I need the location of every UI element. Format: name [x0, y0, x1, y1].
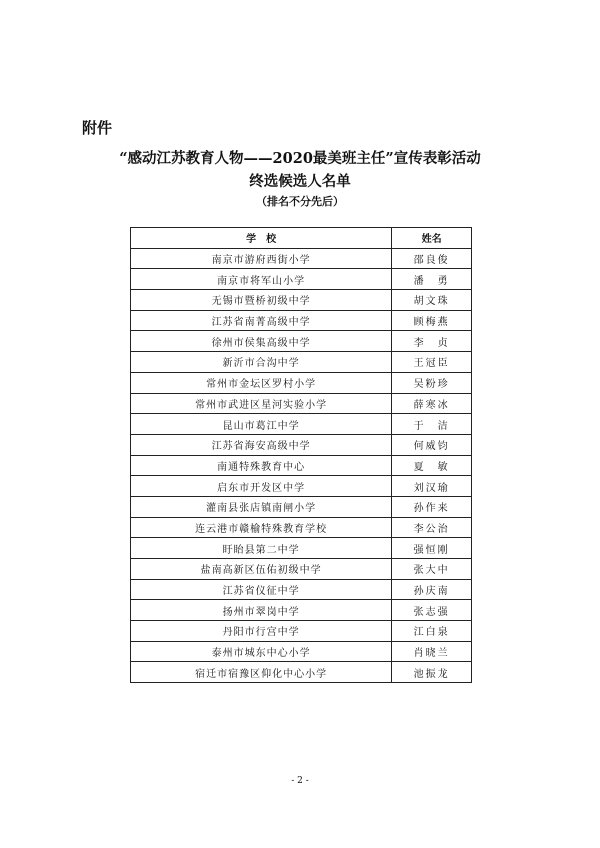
table-row: [131, 455, 472, 476]
name-cell: 何威钧: [392, 434, 472, 455]
attachment-label: 附件: [82, 119, 113, 137]
document-title-line-2: 终选候选人名单: [249, 173, 351, 190]
table-row: [131, 352, 472, 373]
table-row: [131, 559, 472, 580]
name-cell: 孙庆南: [392, 579, 472, 600]
school-cell: 徐州市侯集高级中学: [131, 331, 392, 352]
name-cell: 李公治: [392, 517, 472, 538]
name-cell: 张大中: [392, 559, 472, 580]
name-cell: 胡文珠: [392, 290, 472, 311]
name-cell: 池振龙: [392, 662, 472, 683]
table-row: [131, 538, 472, 559]
name-cell: 肖晓兰: [392, 641, 472, 662]
name-cell: 于 洁: [392, 414, 472, 435]
table-row: [131, 331, 472, 352]
table-row: [131, 269, 472, 290]
school-cell: 昆山市葛江中学: [131, 414, 392, 435]
name-cell: 李 贞: [392, 331, 472, 352]
page-number: - 2 -: [291, 776, 309, 786]
table-row: [131, 476, 472, 497]
table-row: [131, 517, 472, 538]
school-cell: 扬州市翠岗中学: [131, 600, 392, 621]
name-cell: 刘汉瑜: [392, 476, 472, 497]
table-row: [131, 434, 472, 455]
school-cell: 江苏省仪征中学: [131, 579, 392, 600]
table-row: [131, 248, 472, 269]
table-row: [131, 641, 472, 662]
name-cell: 邵良俊: [392, 248, 472, 269]
table-row: [131, 579, 472, 600]
school-cell: 新沂市合沟中学: [131, 352, 392, 373]
ranking-note: （排名不分先后）: [256, 195, 344, 208]
table-header-row: [131, 228, 472, 249]
table-row: [131, 496, 472, 517]
name-cell: 强恒刚: [392, 538, 472, 559]
school-cell: 盱眙县第二中学: [131, 538, 392, 559]
school-cell: 南京市将军山小学: [131, 269, 392, 290]
name-cell: 孙作来: [392, 496, 472, 517]
table-row: [131, 310, 472, 331]
school-cell: 南通特殊教育中心: [131, 455, 392, 476]
table-row: [131, 393, 472, 414]
school-cell: 丹阳市行宫中学: [131, 621, 392, 642]
name-cell: 张志强: [392, 600, 472, 621]
candidate-table: [130, 227, 472, 683]
school-cell: 江苏省海安高级中学: [131, 434, 392, 455]
table-row: [131, 414, 472, 435]
school-cell: 泰州市城东中心小学: [131, 641, 392, 662]
school-cell: 盐南高新区伍佑初级中学: [131, 559, 392, 580]
name-cell: 潘 勇: [392, 269, 472, 290]
school-cell: 连云港市赣榆特殊教育学校: [131, 517, 392, 538]
name-cell: 顾梅燕: [392, 310, 472, 331]
name-cell: 吴粉珍: [392, 372, 472, 393]
table-row: [131, 621, 472, 642]
column-header-name: 姓名: [392, 228, 472, 249]
name-cell: 王冠臣: [392, 352, 472, 373]
school-cell: 南京市游府西街小学: [131, 248, 392, 269]
table-row: [131, 662, 472, 683]
table-row: [131, 372, 472, 393]
name-cell: 夏 敏: [392, 455, 472, 476]
school-cell: 宿迁市宿豫区仰化中心小学: [131, 662, 392, 683]
school-cell: 江苏省南菁高级中学: [131, 310, 392, 331]
school-cell: 启东市开发区中学: [131, 476, 392, 497]
name-cell: 江白泉: [392, 621, 472, 642]
school-cell: 无锡市暨桥初级中学: [131, 290, 392, 311]
column-header-school: 学 校: [131, 228, 392, 249]
document-title-line-1: “感动江苏教育人物——2020最美班主任”宣传表彰活动: [119, 150, 481, 167]
table-row: [131, 290, 472, 311]
school-cell: 常州市金坛区罗村小学: [131, 372, 392, 393]
school-cell: 常州市武进区星河实验小学: [131, 393, 392, 414]
name-cell: 薛寒冰: [392, 393, 472, 414]
table-row: [131, 600, 472, 621]
school-cell: 灌南县张店镇南闸小学: [131, 496, 392, 517]
